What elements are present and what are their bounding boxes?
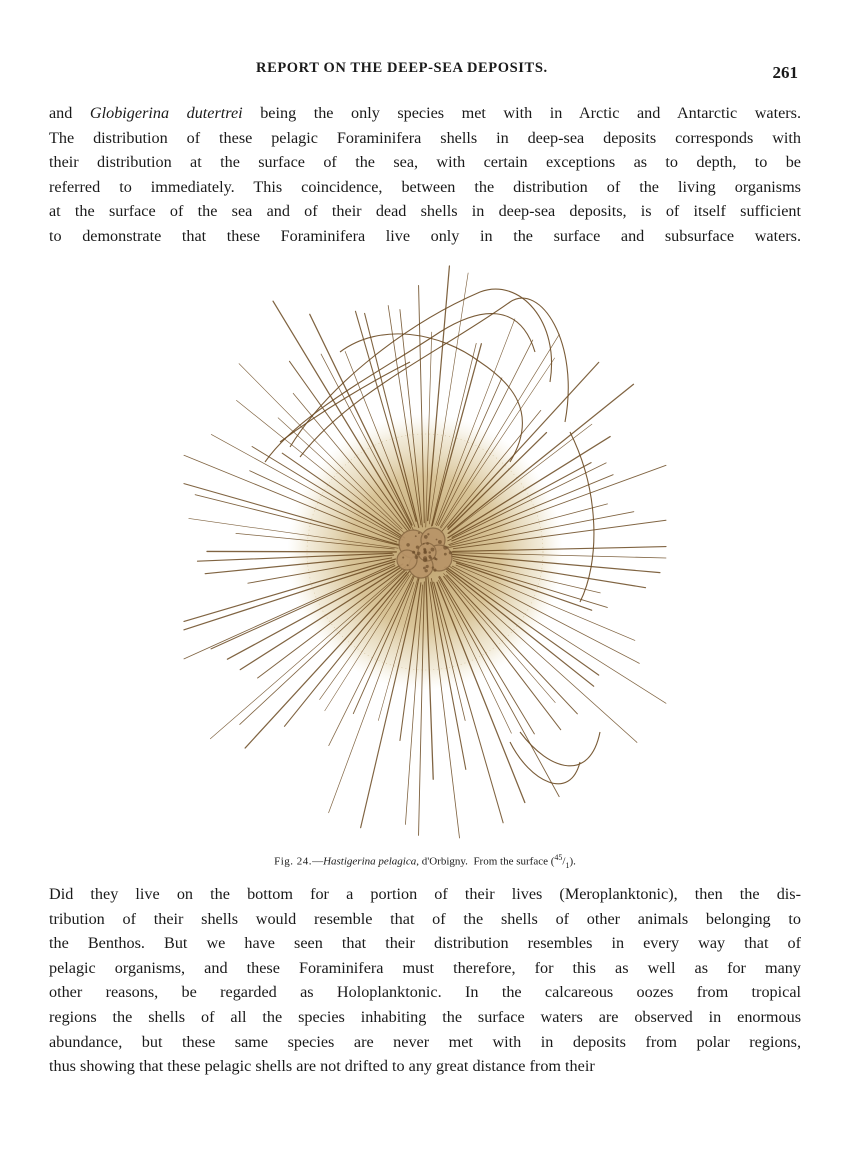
shell-stipple bbox=[417, 552, 421, 556]
shell-stipple bbox=[423, 567, 426, 570]
text-line: the Benthos. But we have seen that their distribution resembles in every way that of bbox=[49, 934, 801, 953]
page-number: 261 bbox=[772, 63, 798, 82]
text-line: pelagic organisms, and these Foraminifera must therefore, for this as well as for many bbox=[49, 958, 801, 977]
figure-label: Fig. 24. bbox=[274, 855, 313, 868]
shell-stipple bbox=[449, 551, 452, 554]
text-line: thus showing that these pelagic shells are not drifted to any great distance from their bbox=[49, 1057, 595, 1076]
shell-stipple bbox=[433, 569, 436, 572]
shell-stipple bbox=[415, 555, 419, 559]
text-line: The distribution of these pelagic Foraminifera shells in deep-sea deposits corresponds with bbox=[49, 128, 801, 147]
shell-stipple bbox=[435, 558, 437, 560]
shell-stipple bbox=[431, 548, 435, 552]
caption-source: From the surface ( bbox=[473, 855, 555, 868]
shell-stipple bbox=[426, 565, 429, 568]
text-line: abundance, but these same species are never met with in deposits from polar regions, bbox=[49, 1032, 801, 1051]
shell-stipple bbox=[427, 533, 429, 535]
caption-close: ). bbox=[569, 855, 576, 868]
shell-stipple bbox=[447, 546, 449, 548]
shell-stipple bbox=[438, 540, 442, 544]
text-line: Did they live on the bottom for a portion of their lives (Meroplanktonic), then the dis- bbox=[49, 885, 801, 903]
text-line: other reasons, be regarded as Holoplanktonic. In the calcareous oozes from tropical bbox=[49, 983, 801, 1002]
shell-stipple bbox=[444, 553, 447, 556]
shell-stipple bbox=[424, 551, 426, 553]
text-fragment: being the only species met with in Arctic and Antarctic waters. bbox=[242, 104, 801, 122]
shell-stipple bbox=[426, 542, 429, 545]
text-line bbox=[49, 101, 801, 126]
text-line: tribution of their shells would resemble that of the shells of other animals belonging to bbox=[49, 909, 801, 928]
caption-author: , d'Orbigny. bbox=[416, 855, 468, 868]
shell-stipple bbox=[407, 564, 409, 566]
text-line: regions the shells of all the species inhabiting the surface waters are observed in enormous bbox=[49, 1007, 801, 1026]
text-fragment: and bbox=[49, 104, 90, 122]
shell-stipple bbox=[406, 543, 409, 546]
paragraph-bottom bbox=[49, 882, 801, 1079]
shell-stipple bbox=[432, 566, 435, 569]
text-line: their distribution at the surface of the sea, with certain exceptions as to depth, to be bbox=[49, 153, 801, 171]
pseudopod-tendril bbox=[520, 732, 600, 766]
pseudopod-tendril bbox=[510, 742, 580, 784]
species-name: Globigerina dutertrei bbox=[89, 104, 243, 122]
running-head: REPORT ON THE DEEP-SEA DEPOSITS. bbox=[256, 60, 548, 76]
shell-stipple bbox=[423, 543, 425, 545]
caption-magnification: 45 bbox=[554, 853, 563, 862]
hastigerina-illustration bbox=[180, 262, 670, 842]
shell-stipple bbox=[418, 532, 420, 534]
caption-species: Hastigerina pelagica bbox=[323, 855, 417, 868]
shell-stipple bbox=[429, 557, 432, 560]
shell-stipple bbox=[402, 557, 404, 559]
shell-stipple bbox=[415, 535, 417, 537]
shell-stipple bbox=[424, 535, 428, 539]
shell-stipple bbox=[436, 539, 438, 541]
shell-stipple bbox=[425, 569, 428, 572]
shell-stipple bbox=[416, 546, 419, 549]
text-line: at the surface of the sea and of their dead shells in deep-sea deposits, is of itself sufficient bbox=[49, 202, 801, 220]
caption-magnification-denominator: 1 bbox=[565, 860, 570, 870]
figure-illustration bbox=[180, 262, 670, 842]
text-line: referred to immediately. This coincidence, between the distribution of the living organisms bbox=[49, 177, 801, 196]
shell-stipple bbox=[412, 551, 415, 554]
figure-caption: Fig. 24.—Hastigerina pelagica, d'Orbigny. From the surface $(^{45}/_1)$. bbox=[274, 853, 576, 870]
shell-stipple bbox=[423, 558, 427, 562]
shell-stipple bbox=[428, 551, 431, 554]
text-line: to demonstrate that these Foraminifera live only in the surface and subsurface waters. bbox=[49, 226, 801, 245]
paragraph-top bbox=[49, 101, 801, 248]
